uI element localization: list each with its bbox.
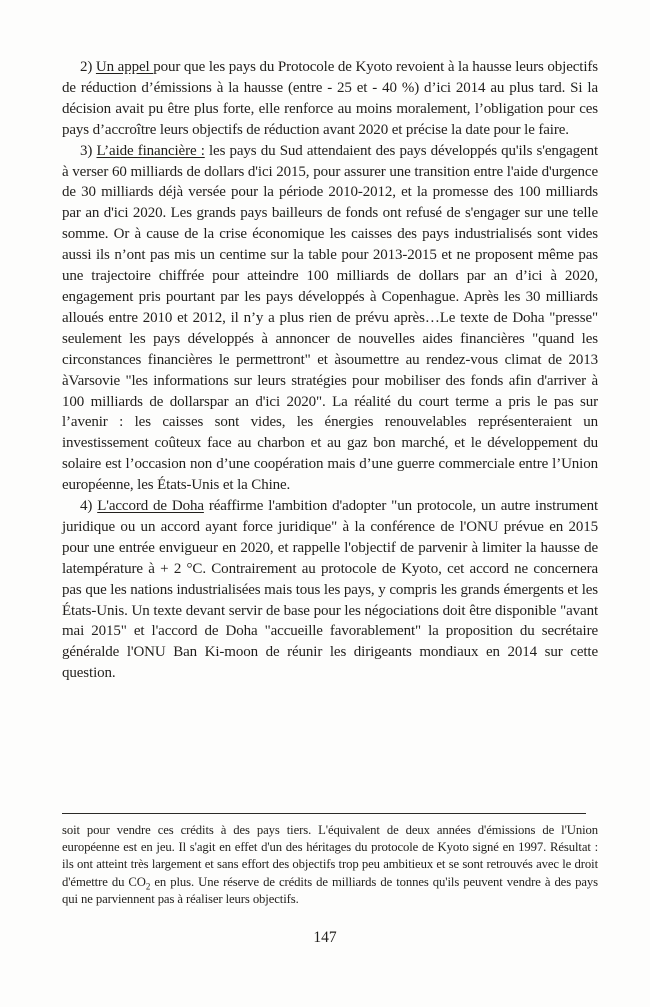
- paragraph: [62, 141, 598, 496]
- footnote-separator: [62, 813, 586, 814]
- subscript-text: 2: [145, 881, 151, 892]
- page-number: 147: [313, 929, 337, 946]
- text-run: réaffirme l'ambition d'adopter "un protocole, un autre instrument juridique ou un accord ayant force juridique" à la conférence de l'ONU prévue en 2015 pour une entrée envigueur en 2020, et rappelle l'objectif de parvenir à limiter la hausse de latempérature à + 2 °C. Contrairement au protocole de Kyoto, cet accord ne concernera pas que les nations industrialisées mais tous les pays, y compris les grands émergents et les États-Unis. Un texte devant servir de base pour les négociations doit être disponible "avant mai 2015" et l'accord de Doha "accueille favorablement" la proposition du secrétaire généralde l'ONU Ban Ki-moon de réunir les dirigeants mondiaux en 2014 sur cette question.: [62, 498, 599, 682]
- body-text: [62, 57, 598, 684]
- paragraph: [62, 57, 598, 141]
- text-run: 3): [80, 142, 97, 159]
- underlined-phrase: L’aide financière :: [96, 142, 205, 159]
- footnote: [62, 822, 598, 908]
- text-run: en plus. Une réserve de crédits de milliards de tonnes qu'ils peuvent vendre à des pays qui ne parviennent pas à réaliser leurs objectifs.: [62, 874, 599, 906]
- text-run: pour que les pays du Protocole de Kyoto revoient à la hausse leurs objectifs de réduction d’émissions à la hausse (entre - 25 et - 40 %) d’ici 2014 au plus tard. Si la décision avait pu être plus forte, elle renforce au moins moralement, l’obligation pour ces pays d’accroître leurs objectifs de réduction avant 2020 et précise la date pour le faire.: [62, 59, 598, 138]
- text-run: les pays du Sud attendaient des pays développés qu'ils s'engagent à verser 60 milliards de dollars d'ici 2015, pour assurer une transition entre l'aide d'urgence de 30 milliards déjà versée pour la période 2010-2012, et la promesse des 100 milliards par an d'ici 2020. Les grands pays bailleurs de fonds ont refusé de s'engager sur une telle somme. Or à cause de la crise économique les caisses des pays industrialisés sont vides aussi ils n’ont pas mis un centime sur la table pour 2013-2015 et ne proposent même pas une trajectoire chiffrée pour atteindre 100 milliards de dollars par an d’ici à 2020, engagement pris pourtant par les pays développés à Copenhague. Après les 30 milliards alloués entre 2010 et 2012, il n’y a plus rien de prévu après…Le texte de Doha "presse" seulement les pays développés à annoncer de nouvelles aides financières "quand les circonstances financières le permettront" et àsoumettre au rendez-vous climat de 2013 àVarsovie "les informations sur leurs stratégies pour mobiliser des fonds afin d'arriver à 100 milliards de dollarspar an d'ici 2020". La réalité du court terme a pris le pas sur l’avenir : les caisses sont vides, les énergies renouvelables représenteraient un investissement coûteux face au charbon et au gaz bon marché, et le développement du solaire est l’occasion non d’une coopération mais d’une guerre commerciale entre l’Union européenne, les États-Unis et la Chine.: [62, 142, 599, 494]
- text-run: 4): [80, 498, 98, 515]
- underlined-phrase: L'accord de Doha: [97, 498, 204, 515]
- underlined-phrase: Un appel: [95, 59, 154, 75]
- text-run: 2): [80, 59, 96, 75]
- text-run: soit pour vendre ces crédits à des pays tiers. L'équivalent de deux années d'émissions de l'Union européenne est en jeu. Il s'agit en effet d'un des héritages du protocole de Kyoto signé en 1997. Résultat : ils ont atteint très largement et sans effort des objectifs trop peu ambitieux et se sont retrouvés avec le droit d'émettre du CO: [62, 823, 598, 889]
- paragraph: [62, 496, 598, 684]
